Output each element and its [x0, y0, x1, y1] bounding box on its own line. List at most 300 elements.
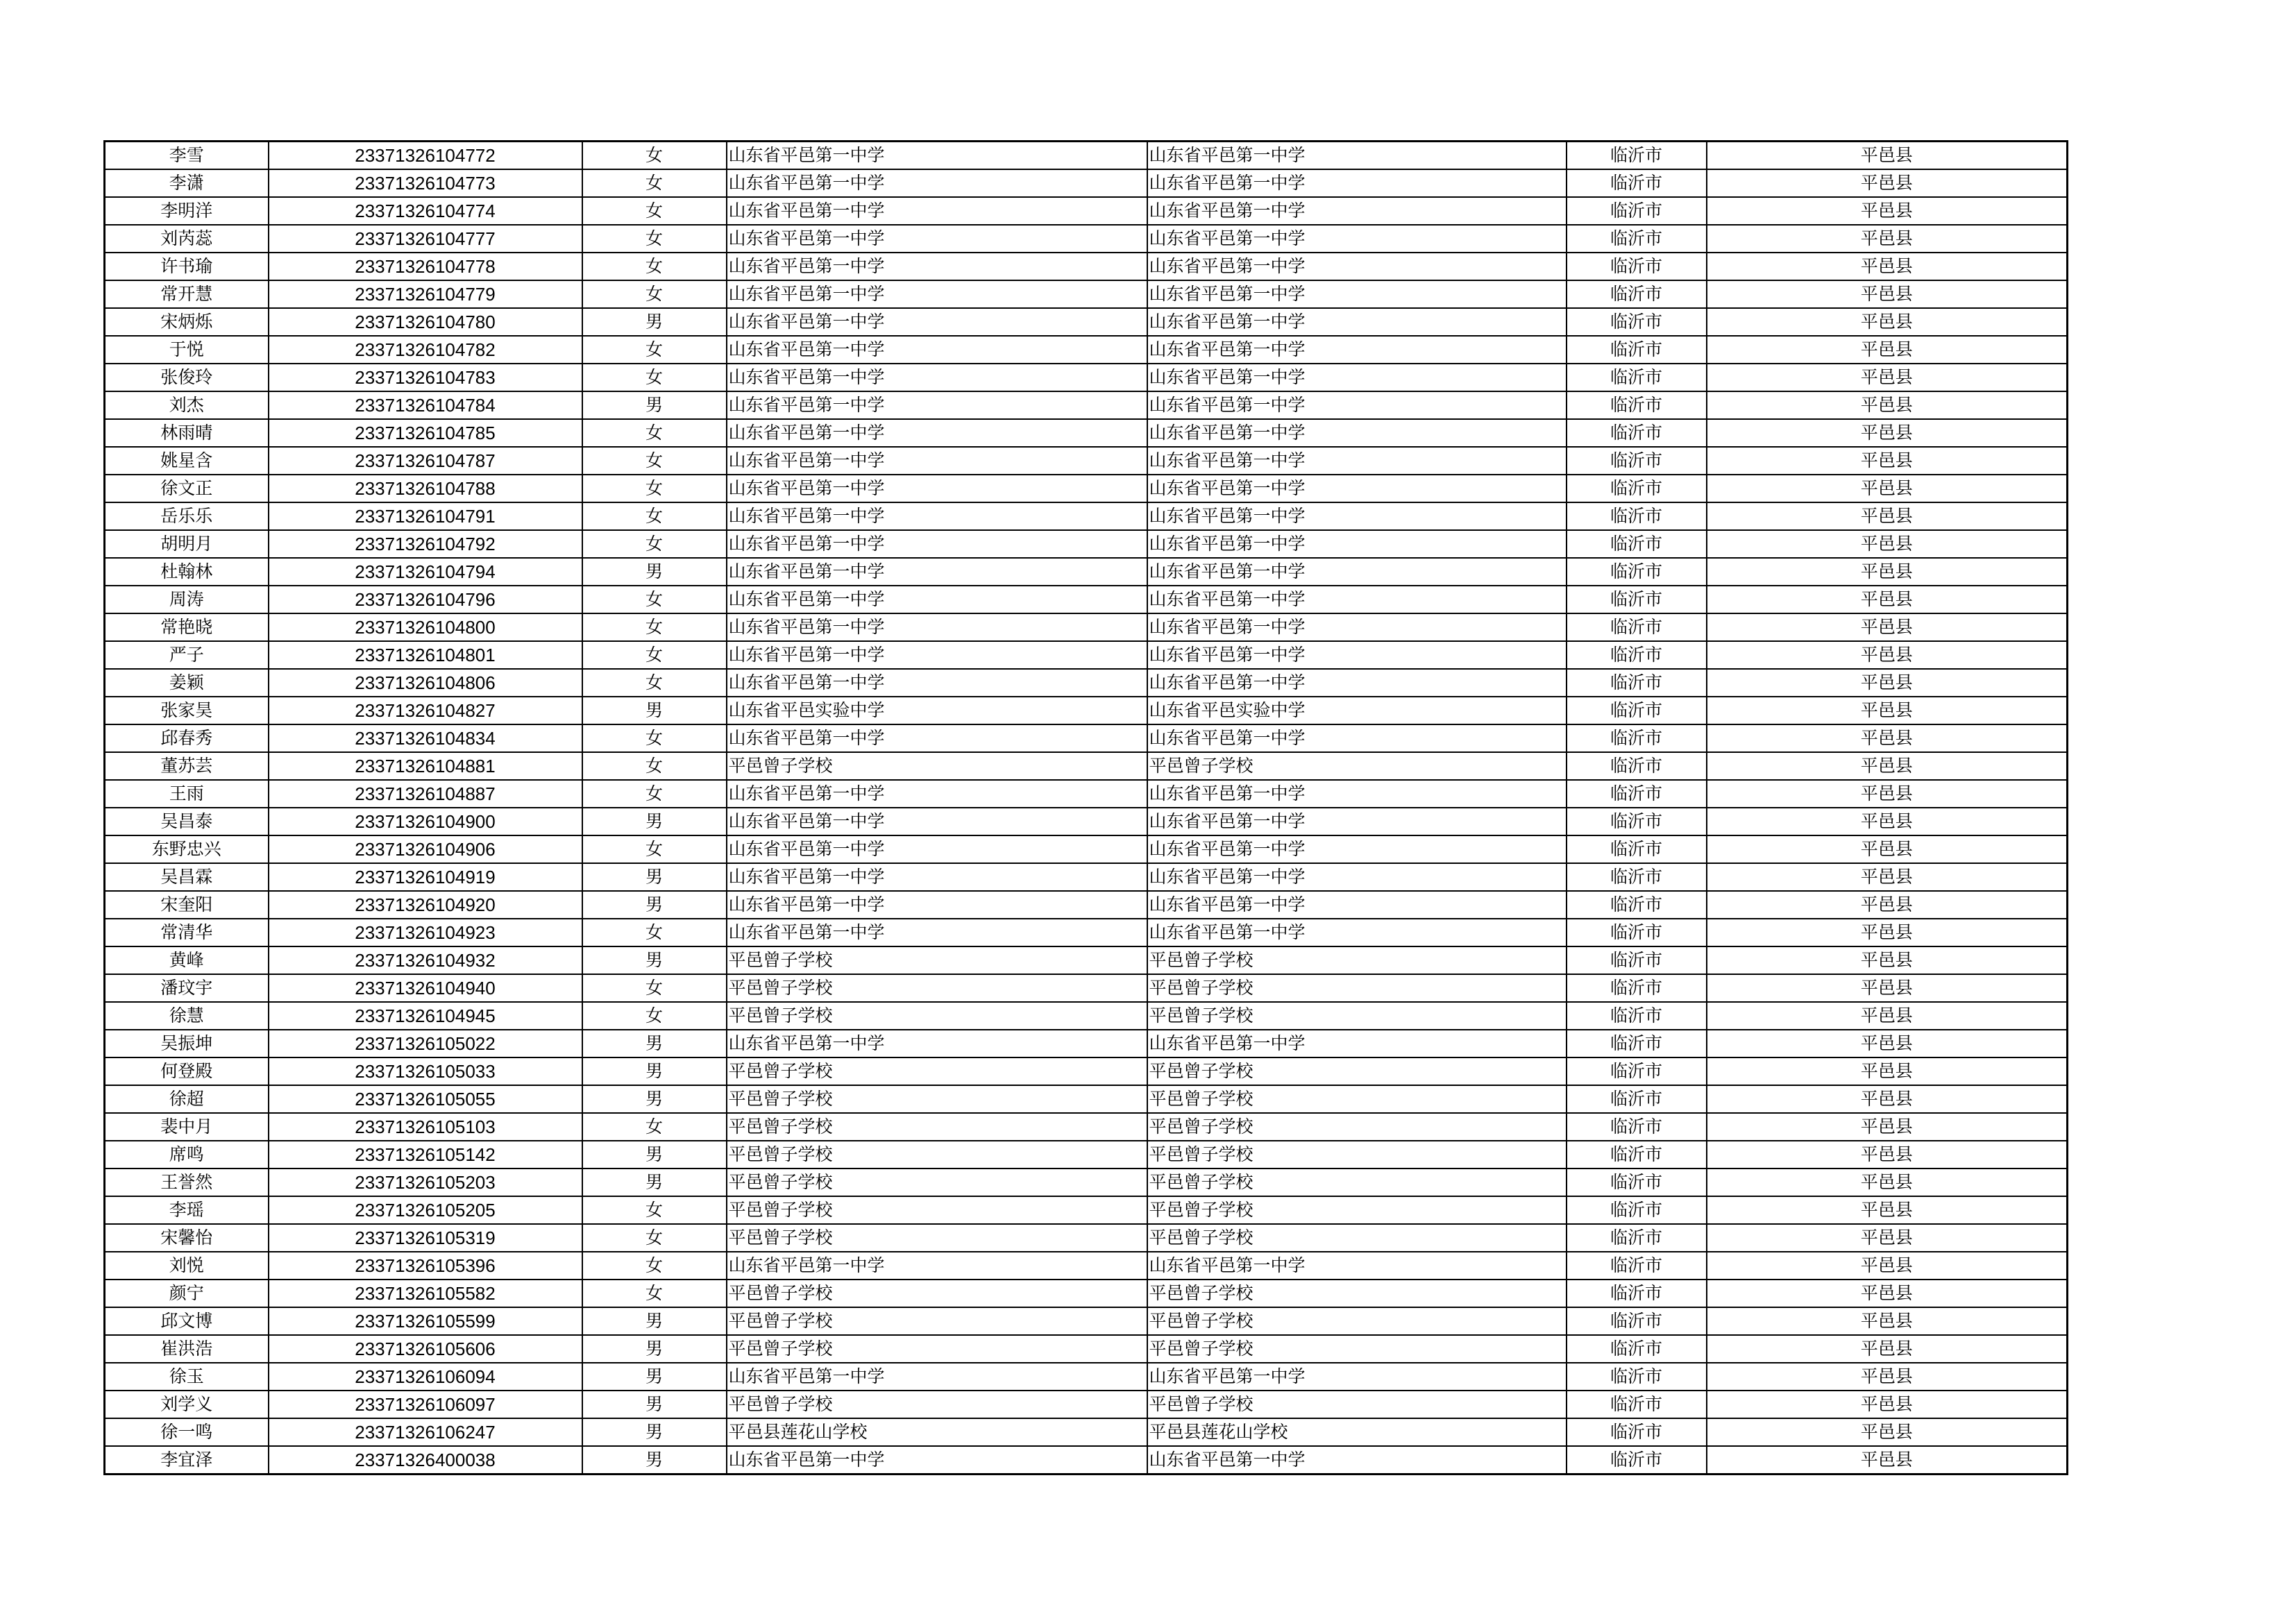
city-cell: 临沂市 — [1567, 1391, 1707, 1418]
county-cell: 平邑县 — [1707, 142, 2068, 170]
student-name-cell: 黄峰 — [105, 946, 269, 974]
student-name-cell: 宋馨怡 — [105, 1224, 269, 1252]
gender-cell: 男 — [582, 1446, 727, 1475]
county-cell: 平邑县 — [1707, 1391, 2068, 1418]
city-cell: 临沂市 — [1567, 974, 1707, 1002]
table-row — [105, 197, 2068, 225]
student-name-cell: 邱春秀 — [105, 724, 269, 752]
county-cell: 平邑县 — [1707, 1335, 2068, 1363]
city-cell: 临沂市 — [1567, 1141, 1707, 1169]
exam-id-cell: 23371326104772 — [269, 142, 582, 170]
exam-id-cell: 23371326104806 — [269, 669, 582, 697]
school-cell: 平邑县莲花山学校 — [727, 1418, 1147, 1446]
city-cell: 临沂市 — [1567, 419, 1707, 447]
registered-school-cell: 山东省平邑第一中学 — [1147, 641, 1567, 669]
exam-id-cell: 23371326105055 — [269, 1085, 582, 1113]
registered-school-cell: 山东省平邑第一中学 — [1147, 364, 1567, 391]
exam-id-cell: 23371326104774 — [269, 197, 582, 225]
student-name-cell: 张家昊 — [105, 697, 269, 724]
student-name-cell: 潘玟宇 — [105, 974, 269, 1002]
gender-cell: 男 — [582, 1057, 727, 1085]
exam-id-cell: 23371326104920 — [269, 891, 582, 919]
city-cell: 临沂市 — [1567, 946, 1707, 974]
gender-cell: 男 — [582, 863, 727, 891]
county-cell: 平邑县 — [1707, 641, 2068, 669]
exam-id-cell: 23371326104773 — [269, 169, 582, 197]
county-cell: 平邑县 — [1707, 558, 2068, 586]
gender-cell: 女 — [582, 780, 727, 808]
county-cell: 平邑县 — [1707, 475, 2068, 502]
registered-school-cell: 山东省平邑第一中学 — [1147, 835, 1567, 863]
registered-school-cell: 山东省平邑第一中学 — [1147, 919, 1567, 946]
county-cell: 平邑县 — [1707, 586, 2068, 613]
gender-cell: 男 — [582, 1363, 727, 1391]
registered-school-cell: 山东省平邑第一中学 — [1147, 253, 1567, 280]
table-row — [105, 1280, 2068, 1307]
city-cell: 临沂市 — [1567, 1307, 1707, 1335]
table-row — [105, 1307, 2068, 1335]
city-cell: 临沂市 — [1567, 502, 1707, 530]
exam-id-cell: 23371326104796 — [269, 586, 582, 613]
student-name-cell: 东野忠兴 — [105, 835, 269, 863]
city-cell: 临沂市 — [1567, 308, 1707, 336]
county-cell: 平邑县 — [1707, 197, 2068, 225]
city-cell: 临沂市 — [1567, 391, 1707, 419]
student-name-cell: 刘杰 — [105, 391, 269, 419]
registered-school-cell: 山东省平邑第一中学 — [1147, 780, 1567, 808]
exam-id-cell: 23371326104906 — [269, 835, 582, 863]
table-row — [105, 1196, 2068, 1224]
gender-cell: 女 — [582, 835, 727, 863]
gender-cell: 女 — [582, 586, 727, 613]
exam-id-cell: 23371326400038 — [269, 1446, 582, 1475]
student-name-cell: 何登殿 — [105, 1057, 269, 1085]
school-cell: 山东省平邑第一中学 — [727, 530, 1147, 558]
exam-id-cell: 23371326104788 — [269, 475, 582, 502]
school-cell: 山东省平邑第一中学 — [727, 780, 1147, 808]
registered-school-cell: 山东省平邑第一中学 — [1147, 1363, 1567, 1391]
exam-id-cell: 23371326106094 — [269, 1363, 582, 1391]
city-cell: 临沂市 — [1567, 558, 1707, 586]
table-row — [105, 641, 2068, 669]
gender-cell: 男 — [582, 391, 727, 419]
school-cell: 平邑曾子学校 — [727, 1224, 1147, 1252]
school-cell: 山东省平邑第一中学 — [727, 1252, 1147, 1280]
student-name-cell: 岳乐乐 — [105, 502, 269, 530]
county-cell: 平邑县 — [1707, 1418, 2068, 1446]
school-cell: 平邑曾子学校 — [727, 1002, 1147, 1030]
gender-cell: 女 — [582, 752, 727, 780]
registered-school-cell: 山东省平邑第一中学 — [1147, 475, 1567, 502]
table-row — [105, 669, 2068, 697]
school-cell: 山东省平邑第一中学 — [727, 419, 1147, 447]
table-row — [105, 808, 2068, 835]
county-cell: 平邑县 — [1707, 1280, 2068, 1307]
student-name-cell: 吴振坤 — [105, 1030, 269, 1057]
registered-school-cell: 山东省平邑第一中学 — [1147, 724, 1567, 752]
county-cell: 平邑县 — [1707, 891, 2068, 919]
student-name-cell: 刘学义 — [105, 1391, 269, 1418]
table-row — [105, 169, 2068, 197]
gender-cell: 男 — [582, 1307, 727, 1335]
registered-school-cell: 山东省平邑第一中学 — [1147, 530, 1567, 558]
exam-id-cell: 23371326104945 — [269, 1002, 582, 1030]
registered-school-cell: 山东省平邑第一中学 — [1147, 142, 1567, 170]
gender-cell: 女 — [582, 669, 727, 697]
gender-cell: 女 — [582, 1002, 727, 1030]
table-row — [105, 752, 2068, 780]
student-name-cell: 徐一鸣 — [105, 1418, 269, 1446]
exam-id-cell: 23371326104900 — [269, 808, 582, 835]
student-name-cell: 席鸣 — [105, 1141, 269, 1169]
county-cell: 平邑县 — [1707, 1141, 2068, 1169]
school-cell: 山东省平邑第一中学 — [727, 197, 1147, 225]
registered-school-cell: 山东省平邑第一中学 — [1147, 502, 1567, 530]
registered-school-cell: 山东省平邑第一中学 — [1147, 391, 1567, 419]
gender-cell: 男 — [582, 697, 727, 724]
county-cell: 平邑县 — [1707, 669, 2068, 697]
school-cell: 平邑曾子学校 — [727, 1057, 1147, 1085]
exam-id-cell: 23371326106097 — [269, 1391, 582, 1418]
school-cell: 山东省平邑第一中学 — [727, 641, 1147, 669]
school-cell: 山东省平邑第一中学 — [727, 613, 1147, 641]
exam-id-cell: 23371326105103 — [269, 1113, 582, 1141]
table-row — [105, 863, 2068, 891]
table-row — [105, 1391, 2068, 1418]
gender-cell: 女 — [582, 197, 727, 225]
student-name-cell: 于悦 — [105, 336, 269, 364]
city-cell: 临沂市 — [1567, 919, 1707, 946]
table-row — [105, 502, 2068, 530]
registered-school-cell: 平邑曾子学校 — [1147, 752, 1567, 780]
table-row — [105, 974, 2068, 1002]
city-cell: 临沂市 — [1567, 669, 1707, 697]
registered-school-cell: 平邑曾子学校 — [1147, 946, 1567, 974]
county-cell: 平邑县 — [1707, 919, 2068, 946]
county-cell: 平邑县 — [1707, 752, 2068, 780]
exam-id-cell: 23371326104785 — [269, 419, 582, 447]
gender-cell: 男 — [582, 1391, 727, 1418]
school-cell: 平邑曾子学校 — [727, 1169, 1147, 1196]
student-name-cell: 严子 — [105, 641, 269, 669]
student-name-cell: 姚星含 — [105, 447, 269, 475]
school-cell: 平邑曾子学校 — [727, 1196, 1147, 1224]
county-cell: 平邑县 — [1707, 225, 2068, 253]
school-cell: 山东省平邑第一中学 — [727, 669, 1147, 697]
gender-cell: 女 — [582, 169, 727, 197]
student-name-cell: 董苏芸 — [105, 752, 269, 780]
exam-id-cell: 23371326104780 — [269, 308, 582, 336]
table-row — [105, 280, 2068, 308]
county-cell: 平邑县 — [1707, 391, 2068, 419]
county-cell: 平邑县 — [1707, 1196, 2068, 1224]
table-row — [105, 530, 2068, 558]
student-list-table — [103, 140, 2068, 1475]
exam-id-cell: 23371326104801 — [269, 641, 582, 669]
table-row — [105, 253, 2068, 280]
county-cell: 平邑县 — [1707, 1446, 2068, 1475]
school-cell: 山东省平邑第一中学 — [727, 502, 1147, 530]
county-cell: 平邑县 — [1707, 1057, 2068, 1085]
student-name-cell: 常开慧 — [105, 280, 269, 308]
city-cell: 临沂市 — [1567, 1335, 1707, 1363]
exam-id-cell: 23371326104800 — [269, 613, 582, 641]
gender-cell: 男 — [582, 308, 727, 336]
registered-school-cell: 山东省平邑第一中学 — [1147, 863, 1567, 891]
county-cell: 平邑县 — [1707, 308, 2068, 336]
table-row — [105, 391, 2068, 419]
school-cell: 山东省平邑第一中学 — [727, 835, 1147, 863]
city-cell: 临沂市 — [1567, 336, 1707, 364]
gender-cell: 女 — [582, 475, 727, 502]
registered-school-cell: 山东省平邑第一中学 — [1147, 225, 1567, 253]
student-name-cell: 徐超 — [105, 1085, 269, 1113]
city-cell: 临沂市 — [1567, 142, 1707, 170]
student-name-cell: 常清华 — [105, 919, 269, 946]
gender-cell: 女 — [582, 1280, 727, 1307]
county-cell: 平邑县 — [1707, 1002, 2068, 1030]
gender-cell: 女 — [582, 530, 727, 558]
gender-cell: 男 — [582, 1418, 727, 1446]
student-name-cell: 徐慧 — [105, 1002, 269, 1030]
city-cell: 临沂市 — [1567, 1252, 1707, 1280]
exam-id-cell: 23371326104932 — [269, 946, 582, 974]
city-cell: 临沂市 — [1567, 1057, 1707, 1085]
table-row — [105, 1363, 2068, 1391]
exam-id-cell: 23371326104787 — [269, 447, 582, 475]
exam-id-cell: 23371326105606 — [269, 1335, 582, 1363]
student-name-cell: 徐玉 — [105, 1363, 269, 1391]
exam-id-cell: 23371326104881 — [269, 752, 582, 780]
city-cell: 临沂市 — [1567, 586, 1707, 613]
county-cell: 平邑县 — [1707, 253, 2068, 280]
county-cell: 平邑县 — [1707, 697, 2068, 724]
school-cell: 平邑曾子学校 — [727, 1307, 1147, 1335]
school-cell: 山东省平邑第一中学 — [727, 1030, 1147, 1057]
registered-school-cell: 平邑曾子学校 — [1147, 1280, 1567, 1307]
city-cell: 临沂市 — [1567, 697, 1707, 724]
table-row — [105, 724, 2068, 752]
city-cell: 临沂市 — [1567, 1085, 1707, 1113]
school-cell: 平邑曾子学校 — [727, 1280, 1147, 1307]
school-cell: 山东省平邑第一中学 — [727, 919, 1147, 946]
exam-id-cell: 23371326104782 — [269, 336, 582, 364]
exam-id-cell: 23371326105599 — [269, 1307, 582, 1335]
school-cell: 山东省平邑第一中学 — [727, 724, 1147, 752]
exam-id-cell: 23371326105033 — [269, 1057, 582, 1085]
table-row — [105, 780, 2068, 808]
registered-school-cell: 平邑曾子学校 — [1147, 1391, 1567, 1418]
table-body — [105, 142, 2068, 1475]
registered-school-cell: 山东省平邑第一中学 — [1147, 169, 1567, 197]
gender-cell: 女 — [582, 447, 727, 475]
county-cell: 平邑县 — [1707, 530, 2068, 558]
exam-id-cell: 23371326104919 — [269, 863, 582, 891]
exam-id-cell: 23371326106247 — [269, 1418, 582, 1446]
school-cell: 山东省平邑第一中学 — [727, 364, 1147, 391]
county-cell: 平邑县 — [1707, 419, 2068, 447]
registered-school-cell: 山东省平邑第一中学 — [1147, 1252, 1567, 1280]
student-name-cell: 李潇 — [105, 169, 269, 197]
student-name-cell: 王誉然 — [105, 1169, 269, 1196]
county-cell: 平邑县 — [1707, 447, 2068, 475]
table-row — [105, 364, 2068, 391]
gender-cell: 男 — [582, 946, 727, 974]
gender-cell: 男 — [582, 1141, 727, 1169]
student-name-cell: 宋炳烁 — [105, 308, 269, 336]
school-cell: 山东省平邑第一中学 — [727, 863, 1147, 891]
exam-id-cell: 23371326104887 — [269, 780, 582, 808]
gender-cell: 女 — [582, 1196, 727, 1224]
gender-cell: 男 — [582, 808, 727, 835]
city-cell: 临沂市 — [1567, 1113, 1707, 1141]
registered-school-cell: 山东省平邑第一中学 — [1147, 1030, 1567, 1057]
exam-id-cell: 23371326104940 — [269, 974, 582, 1002]
table-row — [105, 891, 2068, 919]
student-name-cell: 邱文博 — [105, 1307, 269, 1335]
county-cell: 平邑县 — [1707, 169, 2068, 197]
school-cell: 山东省平邑第一中学 — [727, 308, 1147, 336]
table-row — [105, 613, 2068, 641]
exam-id-cell: 23371326105582 — [269, 1280, 582, 1307]
exam-id-cell: 23371326104834 — [269, 724, 582, 752]
registered-school-cell: 山东省平邑第一中学 — [1147, 1446, 1567, 1475]
student-name-cell: 王雨 — [105, 780, 269, 808]
school-cell: 山东省平邑第一中学 — [727, 447, 1147, 475]
table-row — [105, 946, 2068, 974]
gender-cell: 女 — [582, 724, 727, 752]
exam-id-cell: 23371326104784 — [269, 391, 582, 419]
registered-school-cell: 平邑曾子学校 — [1147, 1307, 1567, 1335]
city-cell: 临沂市 — [1567, 253, 1707, 280]
county-cell: 平邑县 — [1707, 1252, 2068, 1280]
student-name-cell: 裴中月 — [105, 1113, 269, 1141]
table-row — [105, 447, 2068, 475]
table-row — [105, 1002, 2068, 1030]
county-cell: 平邑县 — [1707, 1363, 2068, 1391]
registered-school-cell: 山东省平邑第一中学 — [1147, 558, 1567, 586]
registered-school-cell: 平邑曾子学校 — [1147, 1169, 1567, 1196]
student-name-cell: 李明洋 — [105, 197, 269, 225]
school-cell: 山东省平邑第一中学 — [727, 391, 1147, 419]
city-cell: 临沂市 — [1567, 1196, 1707, 1224]
table-row — [105, 1446, 2068, 1475]
registered-school-cell: 山东省平邑第一中学 — [1147, 808, 1567, 835]
gender-cell: 男 — [582, 1085, 727, 1113]
student-name-cell: 刘悦 — [105, 1252, 269, 1280]
gender-cell: 男 — [582, 891, 727, 919]
student-name-cell: 宋奎阳 — [105, 891, 269, 919]
registered-school-cell: 平邑曾子学校 — [1147, 1002, 1567, 1030]
county-cell: 平邑县 — [1707, 280, 2068, 308]
exam-id-cell: 23371326104794 — [269, 558, 582, 586]
city-cell: 临沂市 — [1567, 169, 1707, 197]
county-cell: 平邑县 — [1707, 364, 2068, 391]
city-cell: 临沂市 — [1567, 863, 1707, 891]
city-cell: 临沂市 — [1567, 1446, 1707, 1475]
gender-cell: 女 — [582, 364, 727, 391]
school-cell: 平邑曾子学校 — [727, 1085, 1147, 1113]
student-name-cell: 许书瑜 — [105, 253, 269, 280]
county-cell: 平邑县 — [1707, 946, 2068, 974]
school-cell: 山东省平邑第一中学 — [727, 253, 1147, 280]
student-name-cell: 姜颖 — [105, 669, 269, 697]
city-cell: 临沂市 — [1567, 613, 1707, 641]
school-cell: 山东省平邑第一中学 — [727, 142, 1147, 170]
table-row — [105, 225, 2068, 253]
student-name-cell: 张俊玲 — [105, 364, 269, 391]
exam-id-cell: 23371326105319 — [269, 1224, 582, 1252]
registered-school-cell: 平邑曾子学校 — [1147, 1085, 1567, 1113]
student-name-cell: 徐文正 — [105, 475, 269, 502]
exam-id-cell: 23371326104827 — [269, 697, 582, 724]
exam-id-cell: 23371326104792 — [269, 530, 582, 558]
county-cell: 平邑县 — [1707, 502, 2068, 530]
city-cell: 临沂市 — [1567, 780, 1707, 808]
table-row — [105, 1113, 2068, 1141]
city-cell: 临沂市 — [1567, 1280, 1707, 1307]
county-cell: 平邑县 — [1707, 1030, 2068, 1057]
student-name-cell: 李宜泽 — [105, 1446, 269, 1475]
registered-school-cell: 山东省平邑第一中学 — [1147, 419, 1567, 447]
county-cell: 平邑县 — [1707, 613, 2068, 641]
city-cell: 临沂市 — [1567, 197, 1707, 225]
school-cell: 平邑曾子学校 — [727, 974, 1147, 1002]
student-name-cell: 吴昌霖 — [105, 863, 269, 891]
student-name-cell: 刘芮蕊 — [105, 225, 269, 253]
county-cell: 平邑县 — [1707, 1169, 2068, 1196]
city-cell: 临沂市 — [1567, 530, 1707, 558]
registered-school-cell: 平邑曾子学校 — [1147, 1141, 1567, 1169]
student-name-cell: 常艳晓 — [105, 613, 269, 641]
exam-id-cell: 23371326104777 — [269, 225, 582, 253]
exam-id-cell: 23371326104778 — [269, 253, 582, 280]
exam-id-cell: 23371326104923 — [269, 919, 582, 946]
exam-id-cell: 23371326104783 — [269, 364, 582, 391]
registered-school-cell: 平邑曾子学校 — [1147, 1113, 1567, 1141]
school-cell: 平邑曾子学校 — [727, 1141, 1147, 1169]
table-row — [105, 1169, 2068, 1196]
table-row — [105, 1224, 2068, 1252]
school-cell: 山东省平邑第一中学 — [727, 280, 1147, 308]
city-cell: 临沂市 — [1567, 280, 1707, 308]
school-cell: 山东省平邑第一中学 — [727, 169, 1147, 197]
city-cell: 临沂市 — [1567, 1002, 1707, 1030]
school-cell: 平邑曾子学校 — [727, 1391, 1147, 1418]
registered-school-cell: 山东省平邑第一中学 — [1147, 280, 1567, 308]
registered-school-cell: 平邑县莲花山学校 — [1147, 1418, 1567, 1446]
registered-school-cell: 山东省平邑第一中学 — [1147, 669, 1567, 697]
exam-id-cell: 23371326105142 — [269, 1141, 582, 1169]
city-cell: 临沂市 — [1567, 641, 1707, 669]
registered-school-cell: 山东省平邑第一中学 — [1147, 447, 1567, 475]
school-cell: 山东省平邑第一中学 — [727, 1446, 1147, 1475]
city-cell: 临沂市 — [1567, 1169, 1707, 1196]
table-row — [105, 1030, 2068, 1057]
exam-id-cell: 23371326105396 — [269, 1252, 582, 1280]
registered-school-cell: 山东省平邑第一中学 — [1147, 586, 1567, 613]
table-row — [105, 1057, 2068, 1085]
gender-cell: 女 — [582, 419, 727, 447]
gender-cell: 女 — [582, 1252, 727, 1280]
school-cell: 平邑曾子学校 — [727, 1113, 1147, 1141]
table-row — [105, 336, 2068, 364]
table-row — [105, 142, 2068, 170]
county-cell: 平邑县 — [1707, 1307, 2068, 1335]
student-name-cell: 李瑶 — [105, 1196, 269, 1224]
student-name-cell: 胡明月 — [105, 530, 269, 558]
city-cell: 临沂市 — [1567, 724, 1707, 752]
